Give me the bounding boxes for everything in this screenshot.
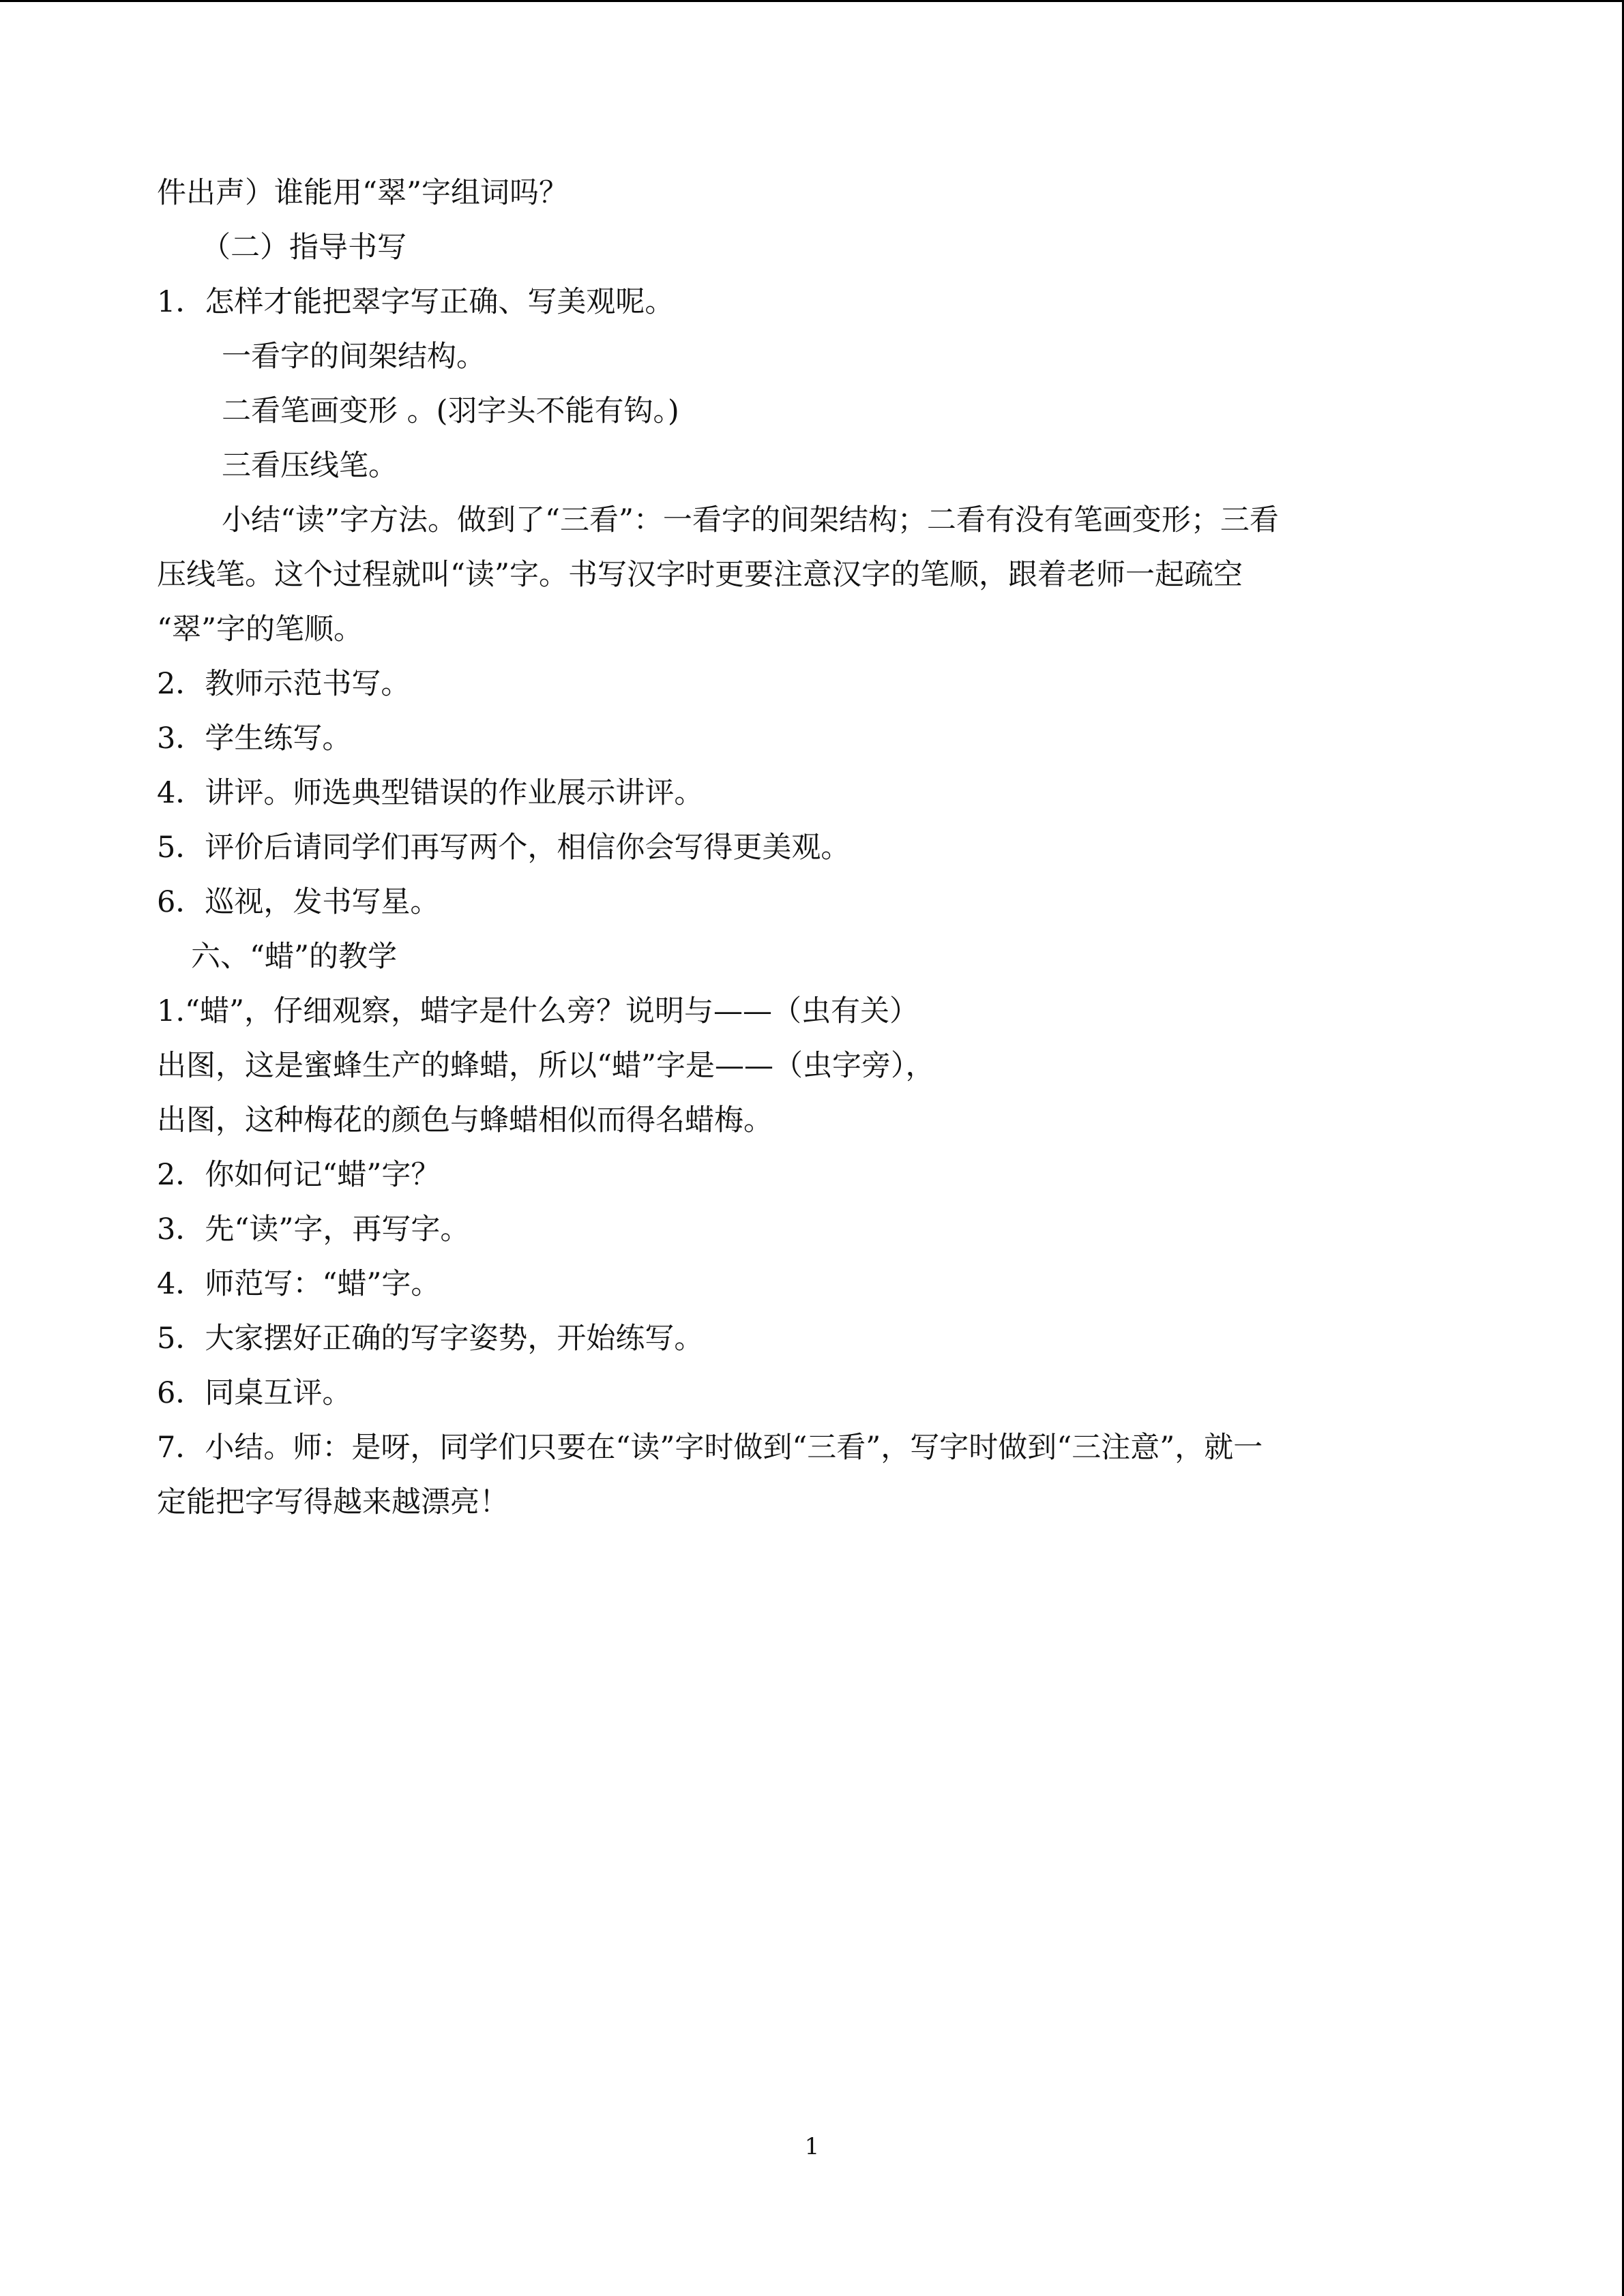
text-line-10: 2．教师示范书写。 — [157, 667, 411, 701]
text-line-13: 5．评价后请同学们再写两个，相信你会写得更美观。 — [157, 831, 851, 865]
text-line-23: 6．同桌互评。 — [157, 1376, 352, 1410]
text-line-11: 3．学生练写。 — [157, 721, 352, 756]
text-line-25: 定能把字写得越来越漂亮！ — [157, 1485, 509, 1519]
text-line-21: 4．师范写：“蜡”字。 — [157, 1267, 441, 1301]
text-line-9: “翠”字的笔顺。 — [157, 612, 363, 646]
text-line-17: 出图，这是蜜蜂生产的蜂蜡，所以“蜡”字是——（虫字旁）， — [157, 1049, 935, 1083]
text-line-3: 1．怎样才能把翠字写正确、写美观呢。 — [157, 285, 675, 319]
text-line-6: 三看压线笔。 — [222, 449, 398, 483]
text-line-5: 二看笔画变形 。(羽字头不能有钩。) — [222, 394, 679, 428]
text-line-18: 出图，这种梅花的颜色与蜂蜡相似而得名蜡梅。 — [157, 1103, 773, 1137]
text-line-8: 压线笔。这个过程就叫“读”字。书写汉字时更要注意汉字的笔顺，跟着老师一起疏空 — [157, 558, 1243, 592]
text-line-4: 一看字的间架结构。 — [222, 340, 486, 374]
text-line-22: 5．大家摆好正确的写字姿势，开始练写。 — [157, 1322, 704, 1356]
document-body — [157, 166, 1480, 1530]
text-line-1: 件出声）谁能用“翠”字组词吗？ — [157, 176, 568, 210]
text-line-19: 2．你如何记“蜡”字？ — [157, 1158, 441, 1192]
section-heading-guided-writing: （二）指导书写 — [201, 230, 407, 265]
text-line-14: 6．巡视，发书写星。 — [157, 885, 440, 919]
text-line-12: 4．讲评。师选典型错误的作业展示讲评。 — [157, 776, 704, 810]
text-line-7: 小结“读”字方法。做到了“三看”：一看字的间架结构；二看有没有笔画变形；三看 — [222, 503, 1279, 537]
page-number: 1 — [804, 2133, 820, 2160]
text-line-16: 1.“蜡”，仔细观察，蜡字是什么旁？说明与——（虫有关） — [157, 994, 919, 1028]
text-line-20: 3．先“读”字，再写字。 — [157, 1212, 470, 1247]
text-line-24: 7．小结。师：是呀，同学们只要在“读”字时做到“三看”，写字时做到“三注意”，就一 — [157, 1431, 1263, 1465]
section-heading-la-teaching: 六、“蜡”的教学 — [191, 940, 397, 974]
